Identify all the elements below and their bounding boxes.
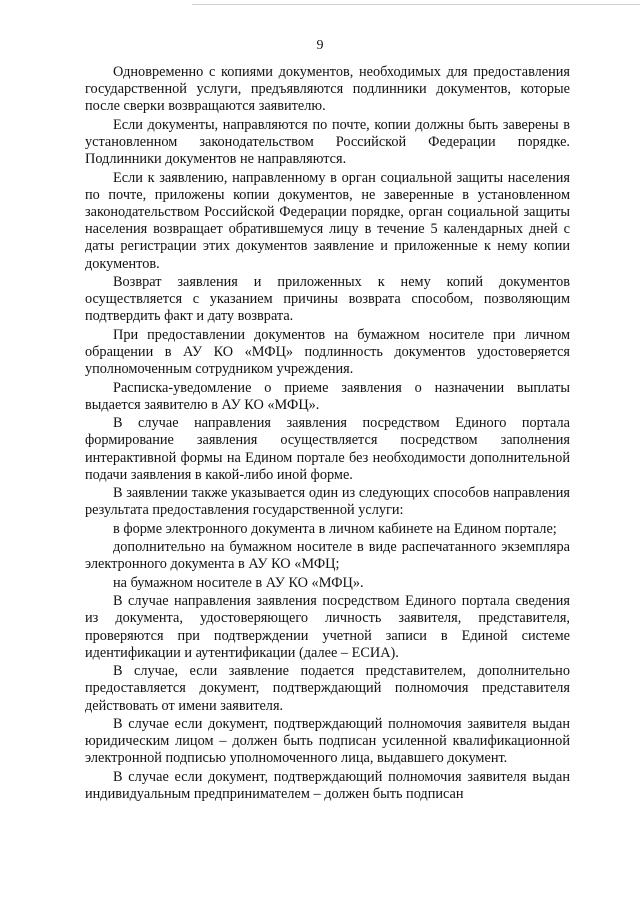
paragraph-esia-verification: В случае направления заявления посредством Единого портала сведения из документа, удостоверяющего личность заявителя, представителя, проверяются при подтверждении учетной записи в Единой системе идентификации и аутентификации (далее – ЕСИА). [85,593,570,661]
paragraph-mail-copies-certified: Если документы, направляются по почте, копии должны быть заверены в установленном законодательством Российской Федерации порядке. Подлинники документов не направляются. [85,116,570,168]
list-item-electronic-cabinet: в форме электронного документа в личном кабинете на Едином портале; [113,520,557,537]
paragraph-legal-entity-signature: В случае если документ, подтверждающий полномочия заявителя выдан юридическим лицом – должен быть подписан усиленной квалификационной электронной подписью уполномоченного лица, выдавшего документ. [85,715,570,767]
paragraph-uncertified-copies-returned: Если к заявлению, направленному в орган социальной защиты населения по почте, приложены копии документов, не заверенные в установленном законодательством Российской Федерации порядке, орган социальной защиты населения возвращает обратившемуся лицу в течение 5 календарных дней с даты регистрации этих документов заявление и приложенные к нему копии документов. [85,169,570,272]
paragraph-single-portal-form: В случае направления заявления посредством Единого портала формирование заявления осуществляется посредством заполнения интерактивной формы на Едином портале без необходимости дополнительной подачи заявления в какой-либо иной форме. [85,415,570,483]
page-number: 9 [316,38,324,53]
paragraph-representative-authority: В случае, если заявление подается представителем, дополнительно предоставляется документ, подтверждающий полномочия представителя действовать от имени заявителя. [85,663,570,714]
paragraph-receipt-notice: Расписка-уведомление о приеме заявления о назначении выплаты выдается заявителю в АУ КО «МФЦ». [85,379,570,413]
list-item-paper-mfc: на бумажном носителе в АУ КО «МФЦ». [113,574,364,591]
list-item-paper-printed-copy: дополнительно на бумажном носителе в виде распечатанного экземпляра электронного документа в АУ КО «МФЦ; [85,539,570,573]
paragraph-originals-presented: Одновременно с копиями документов, необходимых для предоставления государственной услуги, предъявляются подлинники документов, которые после сверки возвращаются заявителю. [85,64,570,115]
paragraph-return-reason: Возврат заявления и приложенных к нему копий документов осуществляется с указанием причины возврата способом, позволяющим подтвердить факт и дату возврата. [85,274,570,325]
paragraph-personal-visit-mfc: При предоставлении документов на бумажном носителе при личном обращении в АУ КО «МФЦ» подлинность документов удостоверяется уполномоченным сотрудником учреждения. [85,326,570,378]
document-body [85,64,570,804]
paragraph-result-delivery-methods: В заявлении также указывается один из следующих способов направления результата предоставления государственной услуги: [85,485,570,519]
top-scan-edge [192,4,640,5]
paragraph-individual-entrepreneur: В случае если документ, подтверждающий полномочия заявителя выдан индивидуальным предпринимателем – должен быть подписан [85,768,570,802]
